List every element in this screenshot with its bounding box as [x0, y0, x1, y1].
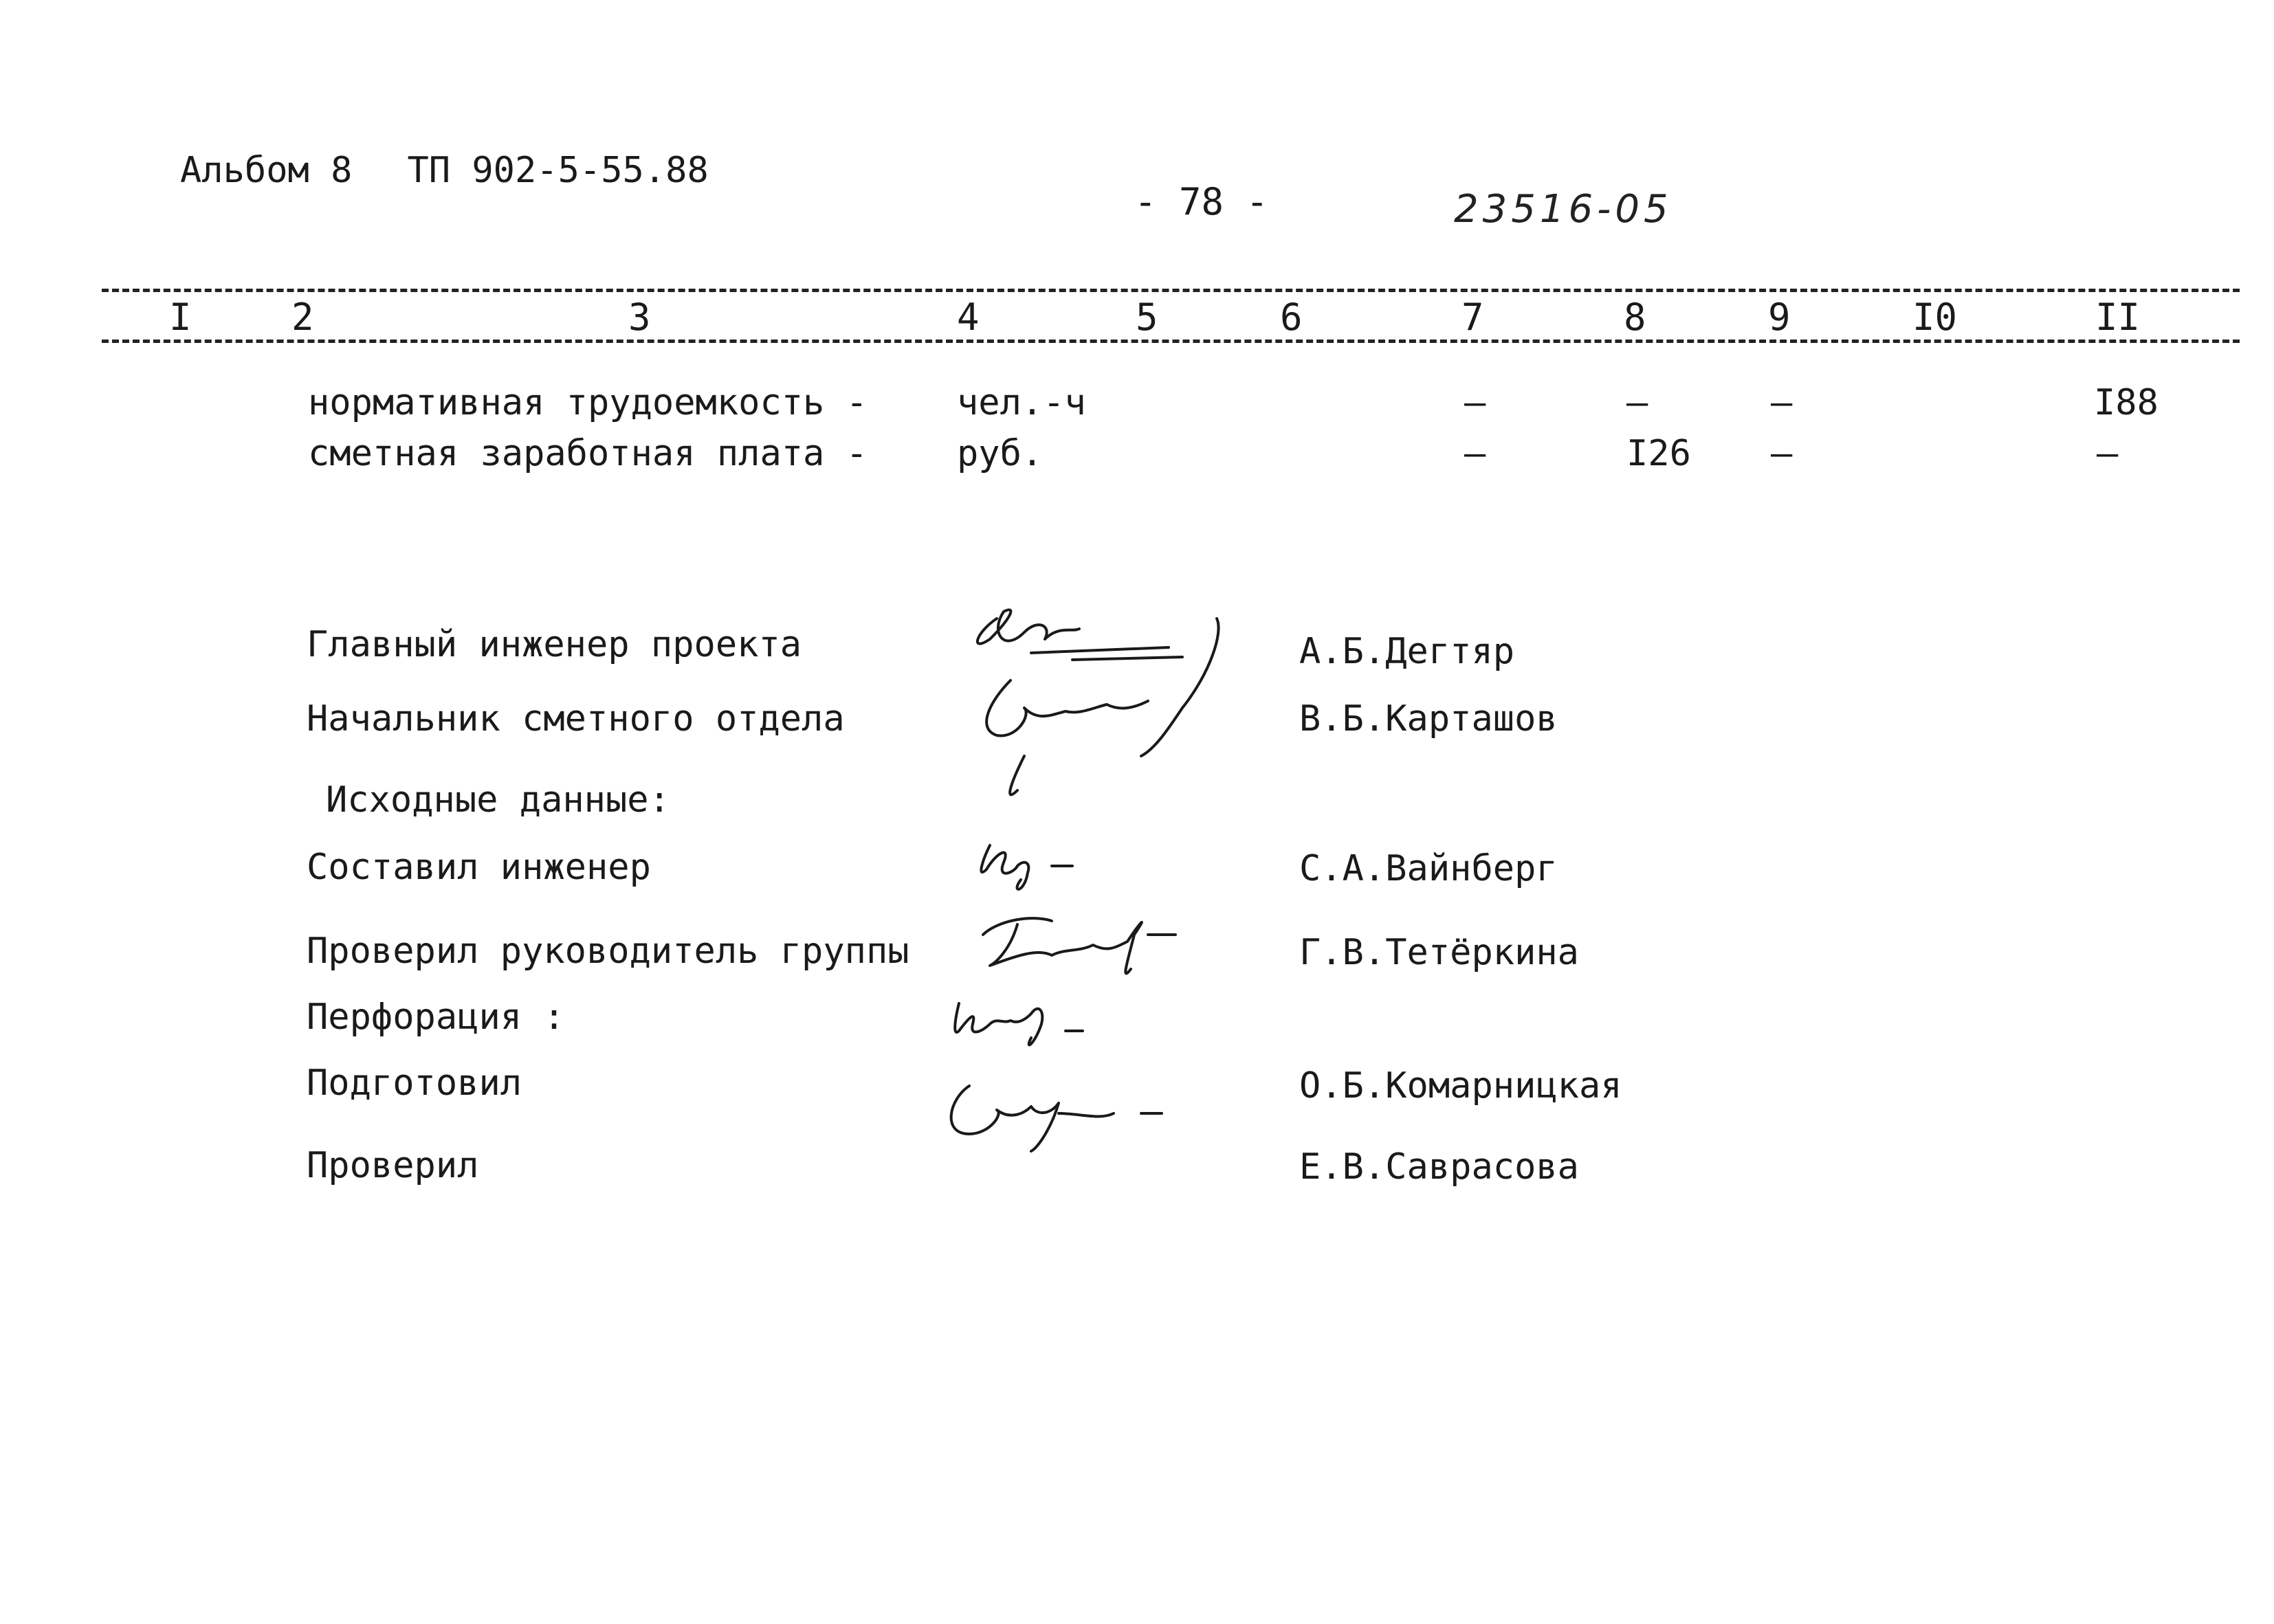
row-2-col9: – [1771, 433, 1793, 474]
row-1-col7: – [1464, 382, 1486, 423]
role-checked-by: Проверил [307, 1145, 479, 1186]
row-2-col7: – [1464, 433, 1486, 474]
document-code: 23516-05 [1454, 187, 1673, 232]
section-source-data: Исходные данные: [326, 779, 670, 821]
name-prepared-by: О.Б.Комарницкая [1299, 1065, 1622, 1106]
column-header-11: II [2095, 296, 2141, 339]
section-perforation: Перфорация : [307, 997, 565, 1038]
name-compiled-by: С.А.Вайнберг [1299, 848, 1558, 889]
column-header-5: 5 [1136, 296, 1158, 339]
row-1-label: нормативная трудоемкость - [308, 382, 868, 423]
role-estimate-head: Начальник сметного отдела [307, 698, 845, 739]
row-2-col11: – [2097, 433, 2119, 474]
album-label: Альбом 8 [180, 150, 353, 191]
row-1-col9: – [1771, 382, 1793, 423]
column-header-3: 3 [628, 296, 651, 339]
column-header-2: 2 [291, 296, 314, 339]
signature-estimate-head [986, 619, 1218, 794]
column-header-1: I [169, 296, 192, 339]
signature-checked-by [951, 1086, 1162, 1151]
project-code: ТП 902-5-55.88 [407, 150, 709, 191]
signature-compiled-by [981, 845, 1072, 889]
signature-chief-engineer [978, 610, 1182, 660]
row-2-label: сметная заработная плата - [308, 433, 868, 474]
name-group-lead: Г.В.Тетёркина [1299, 932, 1579, 973]
name-chief-engineer: А.Б.Дегтяр [1299, 631, 1515, 672]
signature-group-lead [983, 918, 1175, 973]
column-header-6: 6 [1280, 296, 1303, 339]
signature-prepared-by [955, 1003, 1083, 1045]
column-header-7: 7 [1461, 296, 1484, 339]
name-estimate-head: В.Б.Карташов [1299, 698, 1558, 739]
page-number: - 78 - [1134, 180, 1269, 223]
column-header-4: 4 [957, 296, 980, 339]
name-checked-by: Е.В.Саврасова [1299, 1146, 1579, 1188]
header-left [180, 150, 764, 191]
column-header-10: I0 [1912, 296, 1958, 339]
handwritten-signatures [894, 591, 1306, 1196]
table-header-rule [102, 340, 2240, 343]
role-compiled-by: Составил инженер [307, 847, 651, 888]
table-top-rule [102, 289, 2240, 292]
role-group-lead: Проверил руководитель группы [307, 931, 909, 972]
row-2-unit: руб. [957, 433, 1044, 474]
row-1-unit: чел.-ч [957, 382, 1086, 423]
column-header-8: 8 [1624, 296, 1646, 339]
role-prepared-by: Подготовил [307, 1063, 522, 1104]
row-1-col8: – [1626, 382, 1648, 423]
row-2-col8: I26 [1626, 433, 1691, 474]
column-header-9: 9 [1768, 296, 1791, 339]
row-1-col11: I88 [2094, 382, 2159, 423]
role-chief-engineer: Главный инженер проекта [307, 624, 802, 665]
